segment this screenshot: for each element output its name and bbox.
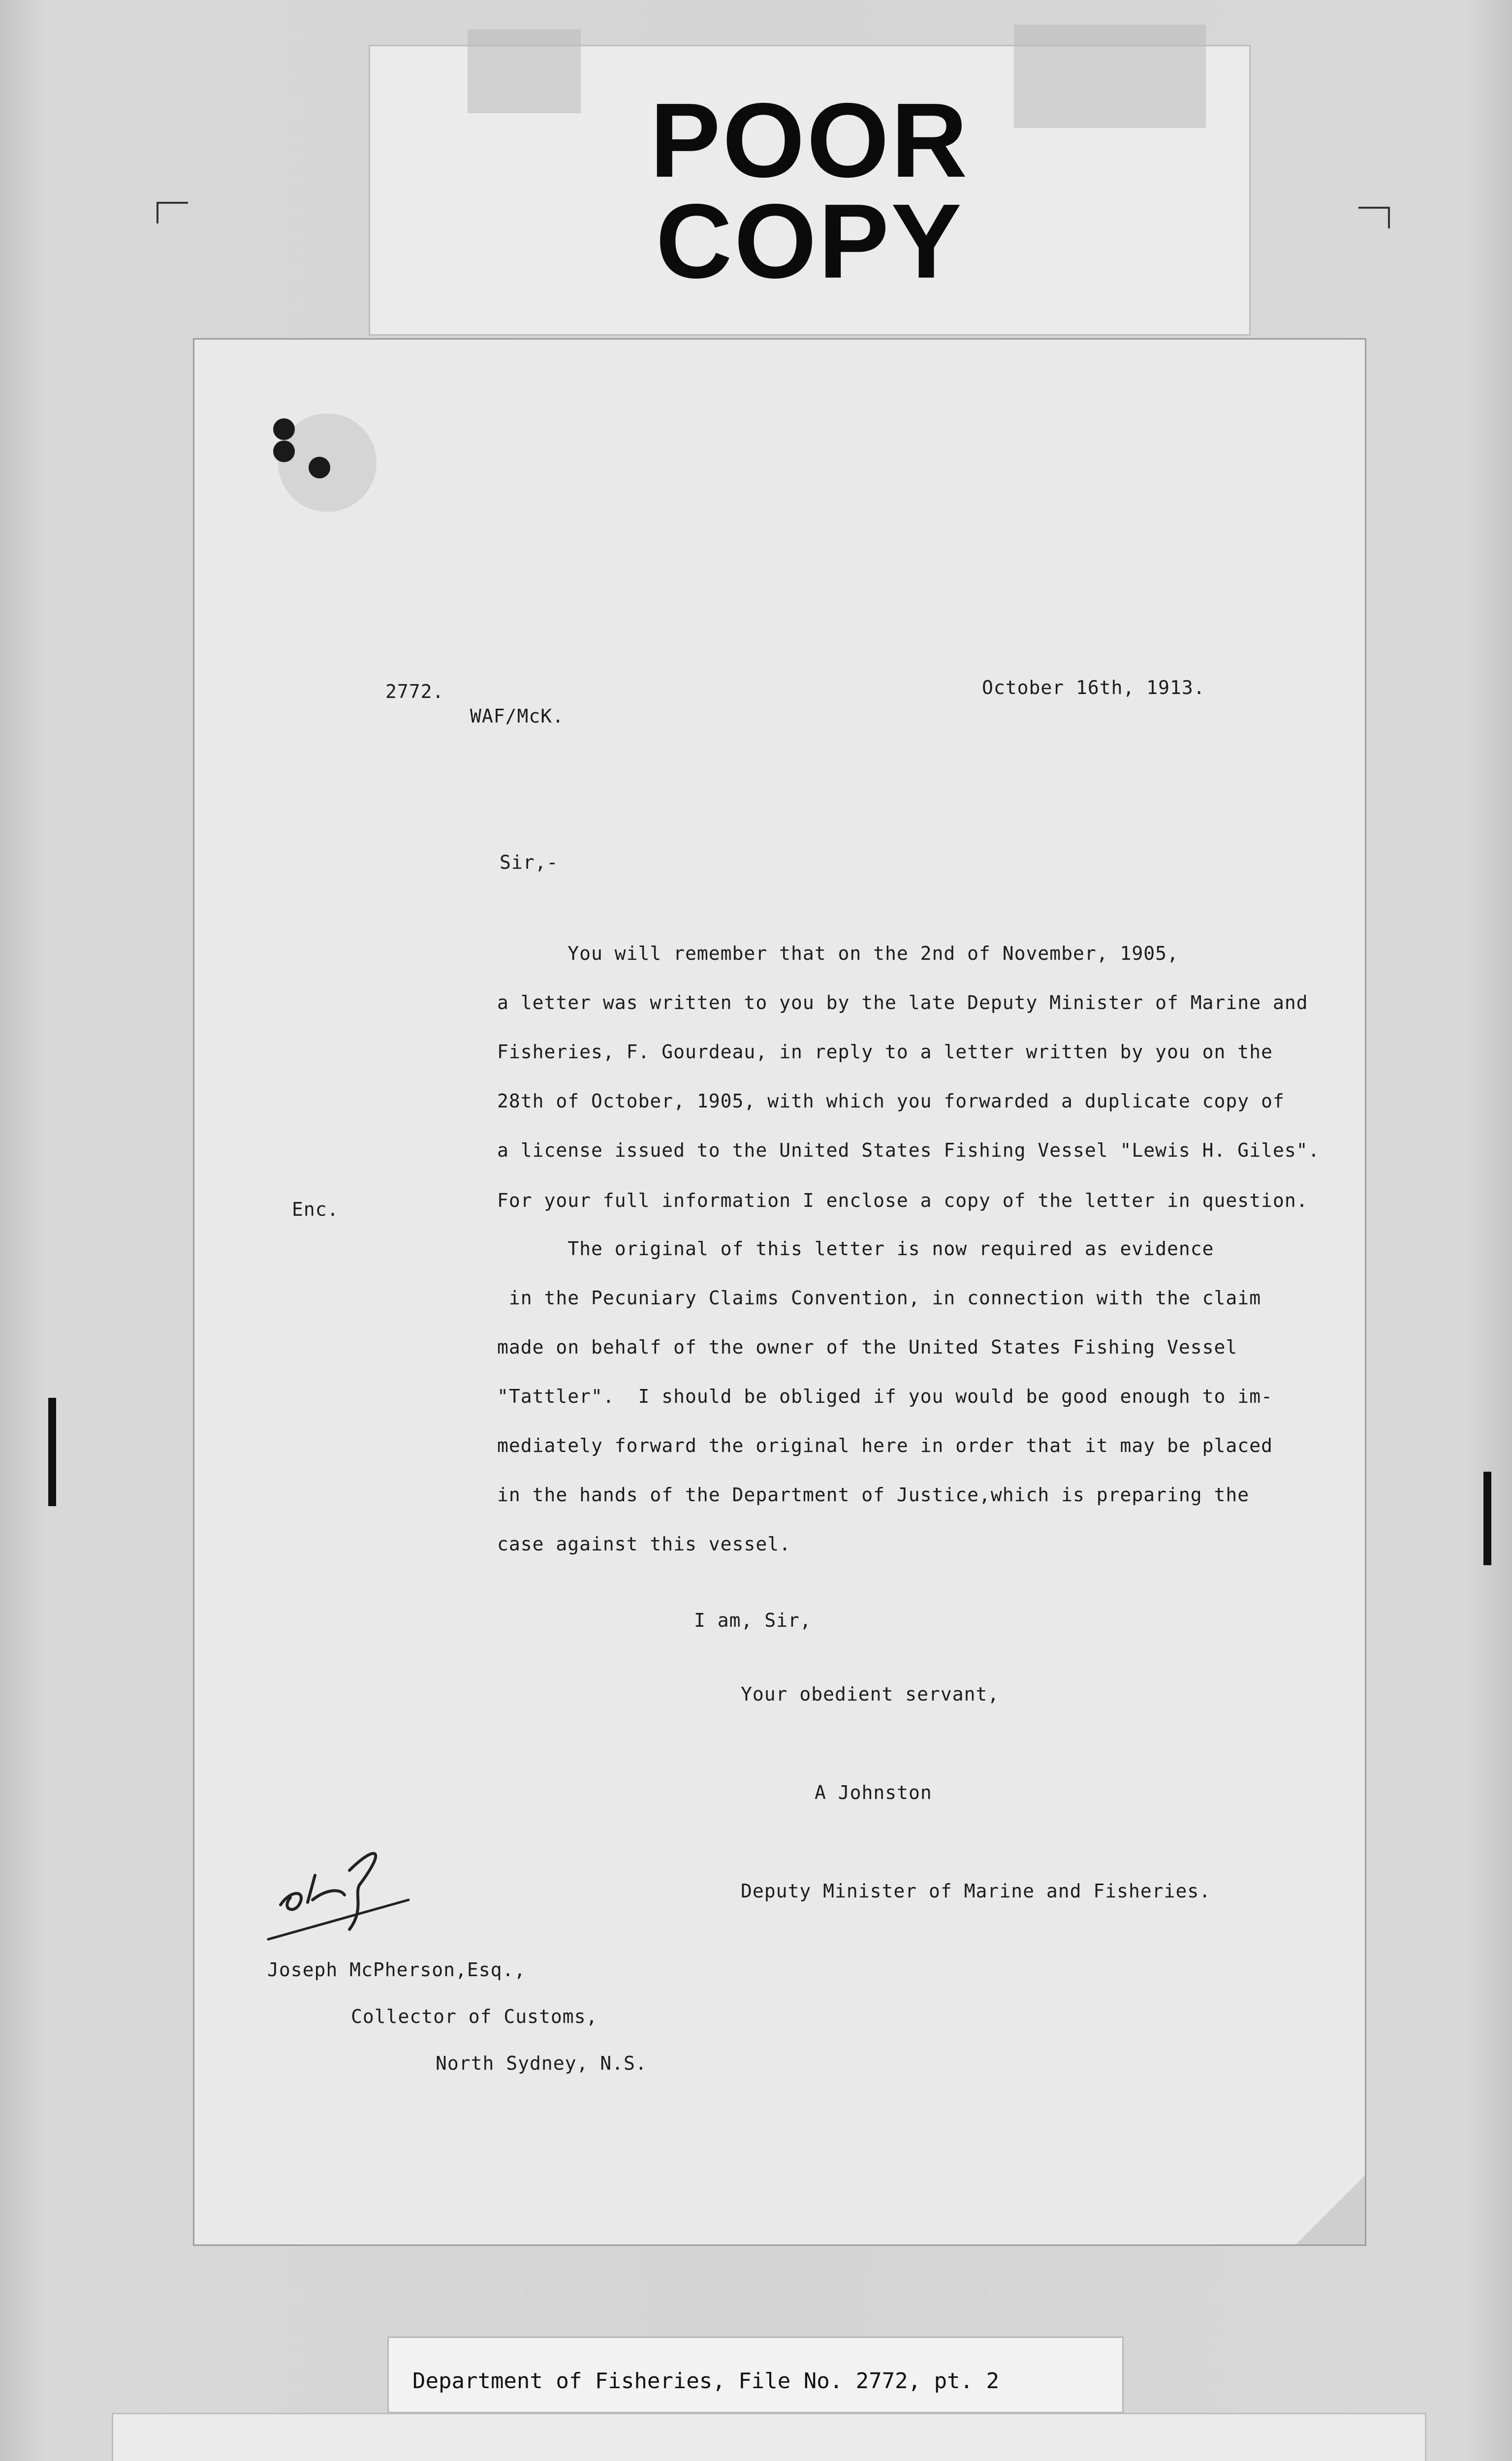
file-number: 2772.	[385, 681, 444, 702]
body-line: 28th of October, 1905, with which you forwarded a duplicate copy of	[497, 1090, 1285, 1112]
tape-strip	[468, 30, 581, 113]
salutation: Sir,-	[500, 852, 559, 873]
body-line: "Tattler". I should be obliged if you would be good enough to im-	[497, 1386, 1273, 1407]
body-line: a letter was written to you by the late Deputy Minister of Marine and	[497, 992, 1308, 1013]
body-line: You will remember that on the 2nd of November, 1905,	[497, 943, 1179, 964]
body-line: in the Pecuniary Claims Convention, in connection with the claim	[497, 1287, 1261, 1309]
closing-line: Your obedient servant,	[741, 1683, 1000, 1705]
folded-corner	[1296, 2176, 1365, 2244]
body-line: a license issued to the United States Fishing Vessel "Lewis H. Giles".	[497, 1139, 1320, 1161]
punch-hole	[309, 457, 330, 478]
addressee-place: North Sydney, N.S.	[436, 2052, 647, 2074]
body-line: made on behalf of the owner of the United States Fishing Vessel	[497, 1336, 1238, 1358]
film-edge-mark-right	[1483, 1472, 1491, 1565]
punch-hole	[273, 441, 295, 462]
punch-hole	[273, 418, 295, 440]
film-edge-mark-left	[48, 1398, 56, 1506]
body-line: case against this vessel.	[497, 1533, 791, 1555]
body-line: The original of this letter is now required as evidence	[497, 1238, 1214, 1260]
handwritten-initials	[261, 1816, 418, 1944]
body-line: Fisheries, F. Gourdeau, in reply to a letter written by you on the	[497, 1041, 1273, 1063]
addressee-title: Collector of Customs,	[351, 2006, 598, 2027]
signatory-name: A Johnston	[815, 1782, 932, 1803]
registration-mark-top-left	[157, 202, 188, 223]
signatory-title: Deputy Minister of Marine and Fisheries.	[741, 1880, 1211, 1902]
registration-mark-top-right	[1358, 207, 1390, 228]
file-reference-strip	[389, 2338, 1122, 2412]
reference-initials: WAF/McK.	[470, 705, 565, 727]
poor-copy-line-1: POOR	[650, 80, 970, 199]
tape-strip	[1014, 25, 1206, 128]
body-line: For your full information I enclose a copy of the letter in question.	[497, 1190, 1308, 1211]
poor-copy-line-2: COPY	[656, 181, 964, 300]
body-line: mediately forward the original here in order that it may be placed	[497, 1435, 1273, 1456]
body-line: in the hands of the Department of Justice,which is preparing the	[497, 1484, 1250, 1506]
letter-sheet	[194, 340, 1365, 2244]
closing-line: I am, Sir,	[694, 1609, 812, 1631]
archives-label	[113, 2414, 1425, 2461]
addressee-name: Joseph McPherson,Esq.,	[267, 1959, 526, 1981]
enclosure-note: Enc.	[292, 1199, 339, 1220]
letter-date: October 16th, 1913.	[982, 677, 1205, 698]
file-reference-text: Department of Fisheries, File No. 2772, pt. 2	[412, 2368, 1000, 2394]
